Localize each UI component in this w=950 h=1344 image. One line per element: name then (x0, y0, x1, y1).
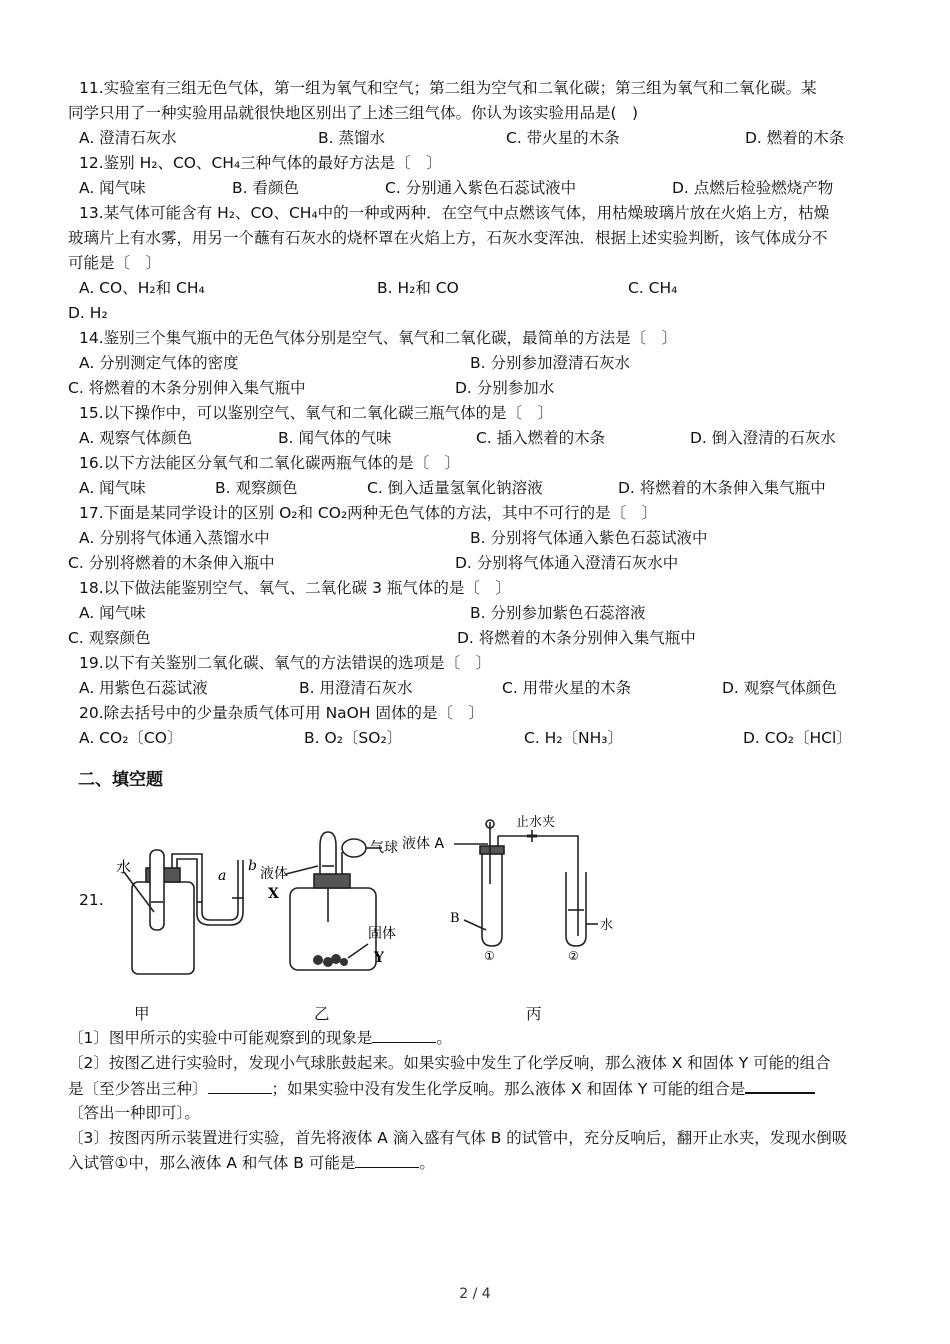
q14-option-d: D. 分别参加水 (455, 379, 555, 397)
q17-stem: 17.下面是某同学设计的区别 O₂和 CO₂两种无色气体的方法，其中不可行的是〔 〕 (79, 504, 658, 522)
q19-stem: 19.以下有关鉴别二氧化碳、氧气的方法错误的选项是〔 〕 (79, 654, 492, 672)
q14-option-b: B. 分别参加澄清石灰水 (470, 354, 630, 372)
q20-option-a: A. CO₂〔CO〕 (79, 729, 183, 747)
q21-part2-line1: 〔2〕按图乙进行实验时，发现小气球胀鼓起来。如果实验中发生了化学反响，那么液体 X 和固体 Y 可能的组合 (68, 1054, 831, 1072)
caption-jia: 甲 (134, 1005, 150, 1023)
q16-option-c: C. 倒入适量氢氧化钠溶液 (367, 479, 543, 497)
q13-option-a: A. CO、H₂和 CH₄ (79, 279, 205, 297)
q18-option-b: B. 分别参加紫色石蕊溶液 (470, 604, 646, 622)
jia-inner-tube (150, 850, 164, 930)
q14-option-a: A. 分别测定气体的密度 (79, 354, 239, 372)
jia-water-label: 水 (116, 858, 132, 876)
q16-stem: 16.以下方法能区分氧气和二氧化碳两瓶气体的是〔 〕 (79, 454, 461, 472)
yi-balloon-label: 气球 (370, 840, 398, 856)
q17-option-d: D. 分别将气体通入澄清石灰水中 (455, 554, 679, 572)
q11-stem-line2: 同学只用了一种实验用品就很快地区别出了上述三组气体。你认为该实验用品是( ) (68, 104, 639, 122)
q13-option-b: B. H₂和 CO (377, 279, 459, 297)
figure-jia (110, 842, 262, 982)
q11-option-b: B. 蒸馏水 (318, 129, 385, 147)
q12-option-d: D. 点燃后检验燃烧产物 (672, 179, 834, 197)
q21-part2-blank-1[interactable] (208, 1079, 272, 1094)
q19-option-b: B. 用澄清石灰水 (299, 679, 413, 697)
q21-part2-blank-2[interactable] (745, 1078, 815, 1094)
bing-water-label: 水 (600, 918, 614, 933)
caption-yi: 乙 (314, 1005, 330, 1023)
page-number: 2 / 4 (459, 1286, 491, 1302)
q21-part2-line2 (68, 1078, 815, 1099)
q21-number: 21. (79, 891, 104, 909)
yi-y-label: Y (374, 950, 384, 966)
q15-option-c: C. 插入燃着的木条 (476, 429, 606, 447)
yi-liquid-label: 液体 (260, 866, 288, 882)
q15-option-d: D. 倒入澄清的石灰水 (690, 429, 836, 447)
q19-option-a: A. 用紫色石蕊试液 (79, 679, 208, 697)
q17-option-b: B. 分别将气体通入紫色石蕊试液中 (470, 529, 708, 547)
yi-stopper (314, 874, 350, 888)
q14-option-c: C. 将燃着的木条分别伸入集气瓶中 (68, 379, 306, 397)
q21-part1-end: 。 (436, 1029, 452, 1047)
q11-option-d: D. 燃着的木条 (745, 129, 845, 147)
q12-stem: 12.鉴别 H₂、CO、CH₄三种气体的最好方法是〔 〕 (79, 154, 442, 172)
yi-balloon (342, 839, 366, 857)
yi-solid-lumps (313, 954, 348, 967)
q11-option-c: C. 带火星的木条 (506, 129, 620, 147)
q16-option-b: B. 观察颜色 (215, 479, 298, 497)
section-title: 二、填空题 (78, 770, 163, 790)
bing-tube1-label: ① (484, 949, 495, 962)
q11-option-a: A. 澄清石灰水 (79, 129, 177, 147)
q18-option-a: A. 闻气味 (79, 604, 146, 622)
jia-u-tube (172, 854, 238, 920)
q21-part1-blank[interactable] (372, 1028, 436, 1043)
q21-part3-line1: 〔3〕按图丙所示装置进行实验，首先将液体 A 滴入盛有气体 B 的试管中，充分反响后，翻开止水夹，发现水倒吸 (68, 1129, 848, 1147)
q13-option-c: C. CH₄ (628, 279, 678, 297)
figure-bing (402, 812, 622, 962)
caption-bing: 丙 (526, 1005, 542, 1023)
q18-stem: 18.以下做法能鉴别空气、氧气、二氧化碳 3 瓶气体的是〔 〕 (79, 579, 511, 597)
q21-part2-text-b: ；如果实验中没有发生化学反响。那么液体 X 和固体 Y 可能的组合是 (271, 1080, 746, 1098)
q19-option-d: D. 观察气体颜色 (722, 679, 837, 697)
q21-part3-end: 。 (419, 1154, 435, 1172)
q16-option-d: D. 将燃着的木条伸入集气瓶中 (618, 479, 826, 497)
q16-option-a: A. 闻气味 (79, 479, 146, 497)
q15-option-a: A. 观察气体颜色 (79, 429, 193, 447)
q21-part1-text: 〔1〕图甲所示的实验中可能观察到的现象是 (68, 1029, 373, 1047)
q20-option-d: D. CO₂〔HCl〕 (743, 729, 852, 747)
q12-option-b: B. 看颜色 (232, 179, 299, 197)
q20-option-b: B. O₂〔SO₂〕 (304, 729, 403, 747)
yi-funnel (320, 832, 336, 874)
q18-option-c: C. 观察颜色 (68, 629, 151, 647)
q13-option-d: D. H₂ (68, 304, 108, 322)
q21-part3-line2 (68, 1153, 435, 1173)
bing-b-label: B (450, 911, 460, 926)
q14-stem: 14.鉴别三个集气瓶中的无色气体分别是空气、氧气和二氧化碳，最简单的方法是〔 〕 (79, 329, 678, 347)
q13-stem-line1: 13.某气体可能含有 H₂、CO、CH₄中的一种或两种．在空气中点燃该气体，用枯燥玻璃片放在火焰上方，枯燥 (79, 204, 830, 222)
q17-option-a: A. 分别将气体通入蒸馏水中 (79, 529, 270, 547)
q20-option-c: C. H₂〔NH₃〕 (524, 729, 624, 747)
jia-label-a: a (218, 868, 227, 884)
q21-part1 (68, 1028, 452, 1048)
yi-solid-label: 固体 (368, 926, 396, 942)
q19-option-c: C. 用带火星的木条 (502, 679, 632, 697)
q15-option-b: B. 闻气体的气味 (278, 429, 392, 447)
q13-stem-line2: 玻璃片上有水雾，用另一个蘸有石灰水的烧杯罩在火焰上方，石灰水变浑浊．根据上述实验判断，该气体成分不 (68, 229, 828, 247)
q12-option-c: C. 分别通入紫色石蕊试液中 (385, 179, 577, 197)
bing-tube-2 (566, 872, 586, 946)
jia-label-b: b (248, 858, 257, 874)
figure-yi (256, 826, 406, 978)
q13-stem-line3: 可能是〔 〕 (68, 254, 162, 272)
q17-option-c: C. 分别将燃着的木条伸入瓶中 (68, 554, 275, 572)
q12-option-a: A. 闻气味 (79, 179, 146, 197)
bing-tube2-label: ② (568, 949, 579, 962)
q20-stem: 20.除去括号中的少量杂质气体可用 NaOH 固体的是〔 〕 (79, 704, 484, 722)
q21-part2-line3: 〔答出一种即可〕。 (68, 1104, 200, 1122)
bing-tube-1 (482, 852, 502, 946)
q21-part2-text-a: 是〔至少答出三种〕 (68, 1080, 208, 1098)
yi-x-label: X (268, 886, 279, 902)
q11-stem-line1: 11.实验室有三组无色气体，第一组为氧气和空气；第二组为空气和二氧化碳；第三组为氧气和二氧化碳。某 (79, 79, 817, 97)
bing-clamp-label: 止水夹 (516, 815, 556, 830)
q21-part3-blank[interactable] (355, 1153, 419, 1168)
q15-stem: 15.以下操作中，可以鉴别空气、氧气和二氧化碳三瓶气体的是〔 〕 (79, 404, 554, 422)
q18-option-d: D. 将燃着的木条分别伸入集气瓶中 (457, 629, 696, 647)
bing-liquid-a-label: 液体 A (402, 836, 445, 852)
q21-part3-text: 入试管①中，那么液体 A 和气体 B 可能是 (68, 1154, 356, 1172)
